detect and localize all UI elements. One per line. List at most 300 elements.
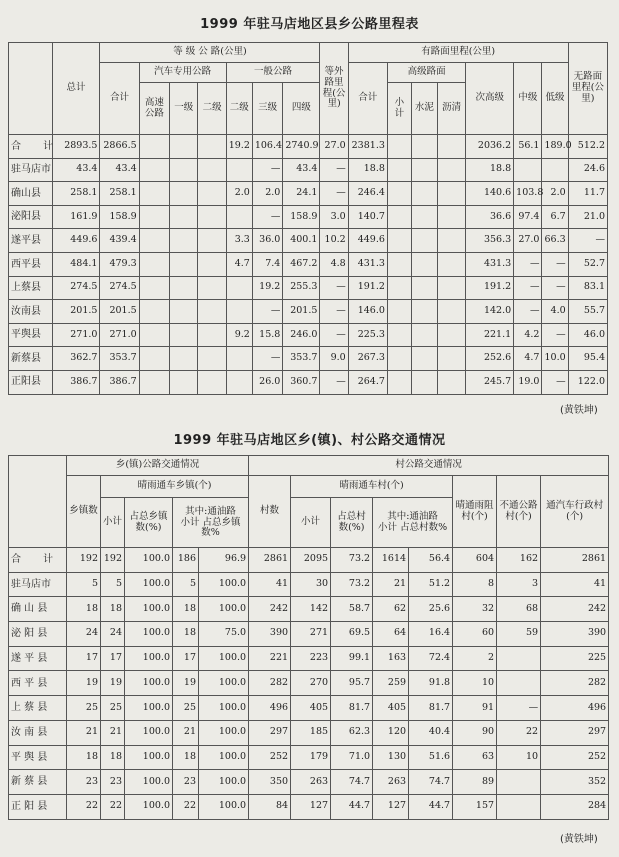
table-cell: 274.5 [52, 276, 100, 300]
row-label: 正阳县 [9, 370, 53, 394]
table-cell: 2866.5 [100, 135, 139, 159]
mid-header: 中级 [514, 63, 542, 135]
paved-header: 有路面里程(公里) [348, 43, 568, 63]
table-cell: 23 [101, 770, 125, 795]
auto-only-header: 汽车专用公路 [139, 63, 226, 83]
table-cell: 21 [67, 720, 101, 745]
table-cell: 18.8 [348, 158, 387, 182]
table-cell: 68 [497, 597, 541, 622]
table-cell [139, 205, 169, 229]
table-cell: 26.0 [252, 370, 282, 394]
table-cell: 74.7 [331, 770, 373, 795]
table-cell [411, 323, 437, 347]
table-cell: 44.7 [331, 794, 373, 819]
table-cell: 252 [249, 745, 291, 770]
table-cell [170, 182, 198, 206]
town-fair-header: 晴雨通车乡镇(个) [101, 476, 249, 498]
table-cell: 246.4 [348, 182, 387, 206]
table-cell: 95.7 [331, 671, 373, 696]
high-subtotal-header: 小计 [387, 83, 411, 135]
table-cell: 5 [173, 572, 199, 597]
table-cell: 40.4 [409, 720, 453, 745]
table-cell: — [252, 300, 282, 324]
table-cell [170, 347, 198, 371]
table2-header [9, 456, 609, 548]
table-cell [226, 276, 252, 300]
table-cell: 25 [173, 696, 199, 721]
table-cell [139, 300, 169, 324]
table-row [9, 646, 609, 671]
table-cell: 191.2 [466, 276, 514, 300]
table-cell [514, 158, 542, 182]
table-cell [170, 323, 198, 347]
table-cell [139, 135, 169, 159]
table-cell: 43.4 [100, 158, 139, 182]
table-cell [170, 205, 198, 229]
table-cell: 127 [291, 794, 331, 819]
row-label: 泌阳县 [9, 205, 53, 229]
table-cell [387, 229, 411, 253]
table-cell: 100.0 [199, 696, 249, 721]
graded-header: 等 级 公 路(公里) [100, 43, 320, 63]
table-cell [437, 323, 465, 347]
table-cell [139, 323, 169, 347]
table-cell: 95.4 [568, 347, 607, 371]
table-cell: 252.6 [466, 347, 514, 371]
table-cell: 271 [291, 622, 331, 647]
table-cell: 192 [67, 548, 101, 573]
table-cell: 19 [101, 671, 125, 696]
table-cell: 24.6 [568, 158, 607, 182]
table-cell: 297 [249, 720, 291, 745]
table-cell: 17 [101, 646, 125, 671]
table-cell: 3.0 [320, 205, 348, 229]
table-row [9, 696, 609, 721]
outside-header: 等外路里程(公里) [320, 43, 348, 135]
table-cell: 19.2 [252, 276, 282, 300]
highway-header: 高速公路 [139, 83, 169, 135]
table-cell: 386.7 [100, 370, 139, 394]
table-cell: 18 [173, 597, 199, 622]
table-cell: — [497, 696, 541, 721]
table-row [9, 548, 609, 573]
row-label: 合 计 [9, 135, 53, 159]
table-cell: 390 [249, 622, 291, 647]
table-cell [198, 276, 226, 300]
table-cell: 89 [453, 770, 497, 795]
table-cell: 100.0 [199, 671, 249, 696]
table-cell: — [542, 370, 568, 394]
table-cell: 8 [453, 572, 497, 597]
table1-body [9, 135, 608, 395]
table-cell: 44.7 [409, 794, 453, 819]
table-cell: 201.5 [283, 300, 320, 324]
table-cell: 353.7 [100, 347, 139, 371]
table-cell: 56.1 [514, 135, 542, 159]
table-cell: 18 [101, 597, 125, 622]
table-cell: 64 [373, 622, 409, 647]
table-cell: 100.0 [199, 597, 249, 622]
table-cell: 24 [101, 622, 125, 647]
table-cell: 100.0 [125, 597, 173, 622]
table-cell [542, 158, 568, 182]
table-cell: 96.9 [199, 548, 249, 573]
table-row [9, 622, 609, 647]
table-cell: 146.0 [348, 300, 387, 324]
table-cell [139, 252, 169, 276]
table-cell: 282 [541, 671, 609, 696]
table-cell: 100.0 [125, 622, 173, 647]
table-cell [170, 300, 198, 324]
table-cell: 263 [373, 770, 409, 795]
table-cell: 362.7 [52, 347, 100, 371]
table-cell: 27.0 [320, 135, 348, 159]
table-cell [411, 229, 437, 253]
table-cell: 158.9 [283, 205, 320, 229]
table-cell: 81.7 [409, 696, 453, 721]
table-cell: 252 [541, 745, 609, 770]
table-cell: — [252, 158, 282, 182]
table-cell: 100.0 [199, 794, 249, 819]
town-oil-subtotal: 小计 [180, 516, 200, 528]
table-cell [170, 135, 198, 159]
table-cell: 353.7 [283, 347, 320, 371]
table-cell [411, 205, 437, 229]
table-cell [411, 135, 437, 159]
table-cell: 356.3 [466, 229, 514, 253]
table-cell: 130 [373, 745, 409, 770]
table-cell: 496 [249, 696, 291, 721]
table-cell: 56.4 [409, 548, 453, 573]
table-cell: 24.1 [283, 182, 320, 206]
table-cell: 18 [67, 597, 101, 622]
table-cell: 17 [67, 646, 101, 671]
table-cell: 25 [67, 696, 101, 721]
table-row [9, 720, 609, 745]
table-cell: 267.3 [348, 347, 387, 371]
table-cell [497, 646, 541, 671]
table-cell: 25 [101, 696, 125, 721]
table-cell [437, 370, 465, 394]
table-cell: 400.1 [283, 229, 320, 253]
table-cell: 72.4 [409, 646, 453, 671]
table-cell: 30 [291, 572, 331, 597]
table-cell [497, 794, 541, 819]
table-cell [226, 370, 252, 394]
table-cell [437, 300, 465, 324]
table-cell: 120 [373, 720, 409, 745]
row-label: 西 平 县 [9, 671, 67, 696]
village-subtotal-header: 小计 [291, 498, 331, 548]
table-cell: 142.0 [466, 300, 514, 324]
row-label: 泌 阳 县 [9, 622, 67, 647]
table-cell: 100.0 [125, 696, 173, 721]
table-cell [226, 205, 252, 229]
table-cell: — [252, 205, 282, 229]
table-cell: — [542, 323, 568, 347]
table-cell: 2740.9 [283, 135, 320, 159]
table-cell: 158.9 [100, 205, 139, 229]
table-cell: 25.6 [409, 597, 453, 622]
table-cell [497, 671, 541, 696]
table-row [9, 182, 608, 206]
high-grade-header: 高级路面 [387, 63, 465, 83]
table-cell: 270 [291, 671, 331, 696]
table-cell [437, 252, 465, 276]
table-cell: 100.0 [125, 548, 173, 573]
table-cell [387, 182, 411, 206]
row-label: 平 舆 县 [9, 745, 67, 770]
table-cell: 11.7 [568, 182, 607, 206]
table-row [9, 229, 608, 253]
row-label: 新蔡县 [9, 347, 53, 371]
table-cell: 99.1 [331, 646, 373, 671]
table-cell: 36.0 [252, 229, 282, 253]
table-cell: 36.6 [466, 205, 514, 229]
table-cell: 51.6 [409, 745, 453, 770]
table-cell: — [514, 276, 542, 300]
class2-header: 二级 [198, 83, 226, 135]
table-cell: 9.0 [320, 347, 348, 371]
table-cell: 9.2 [226, 323, 252, 347]
table-cell: 2 [453, 646, 497, 671]
table-cell: 2095 [291, 548, 331, 573]
table-cell: 15.8 [252, 323, 282, 347]
table-cell [387, 205, 411, 229]
table-cell: 386.7 [52, 370, 100, 394]
table-cell: 161.9 [52, 205, 100, 229]
table-row [9, 370, 608, 394]
table-cell: 255.3 [283, 276, 320, 300]
table-cell: 100.0 [125, 646, 173, 671]
row-label: 平舆县 [9, 323, 53, 347]
table-cell [170, 252, 198, 276]
village-oil-header [373, 498, 453, 548]
table-cell [139, 276, 169, 300]
table-cell: 2.0 [226, 182, 252, 206]
table-cell: 2036.2 [466, 135, 514, 159]
table-cell: 201.5 [100, 300, 139, 324]
table-row [9, 323, 608, 347]
table-cell [497, 770, 541, 795]
row-label: 驻马店市 [9, 158, 53, 182]
row-label: 汝南县 [9, 300, 53, 324]
table-cell: 360.7 [283, 370, 320, 394]
town-oil-header [173, 498, 249, 548]
table-cell: 10 [497, 745, 541, 770]
table-cell [387, 370, 411, 394]
table-row [9, 347, 608, 371]
table-cell: 350 [249, 770, 291, 795]
table-cell: 2381.3 [348, 135, 387, 159]
table-cell: 74.7 [409, 770, 453, 795]
table-row [9, 770, 609, 795]
table-cell: 69.5 [331, 622, 373, 647]
table-cell: 19.2 [226, 135, 252, 159]
table-cell: 21.0 [568, 205, 607, 229]
table-cell: 3 [497, 572, 541, 597]
table-cell: 17 [173, 646, 199, 671]
total-header: 总计 [52, 43, 100, 135]
town-count-header: 乡镇数 [67, 476, 101, 548]
no-road-header: 不通公路村(个) [497, 476, 541, 548]
subtotal-header: 合计 [100, 63, 139, 135]
table-cell: 263 [291, 770, 331, 795]
table-cell: 43.4 [52, 158, 100, 182]
sub-high-header: 次高级 [466, 63, 514, 135]
table-cell [198, 347, 226, 371]
table-row [9, 572, 609, 597]
table-cell: 100.0 [199, 770, 249, 795]
table-cell: 449.6 [52, 229, 100, 253]
table-cell [437, 135, 465, 159]
asphalt-header: 沥清 [437, 83, 465, 135]
table-cell [198, 252, 226, 276]
table-cell: 282 [249, 671, 291, 696]
table-cell [139, 182, 169, 206]
table-cell [226, 347, 252, 371]
table-cell: 2861 [249, 548, 291, 573]
village-oil-title: 其中:通油路 [387, 511, 438, 523]
table-cell: 352 [541, 770, 609, 795]
table-cell [170, 158, 198, 182]
table-cell [198, 135, 226, 159]
table-cell: 90 [453, 720, 497, 745]
table-cell: 60 [453, 622, 497, 647]
table-cell [437, 158, 465, 182]
table-cell: 242 [541, 597, 609, 622]
table-cell: 140.7 [348, 205, 387, 229]
table-cell [411, 300, 437, 324]
table-cell: 63 [453, 745, 497, 770]
general-class3-header: 三级 [252, 83, 282, 135]
table-cell [198, 158, 226, 182]
table-cell [437, 229, 465, 253]
table-cell: 19 [173, 671, 199, 696]
table-cell: 512.2 [568, 135, 607, 159]
table-cell: 41 [541, 572, 609, 597]
table-cell: 186 [173, 548, 199, 573]
table-cell: — [320, 276, 348, 300]
table-cell: 192 [101, 548, 125, 573]
table-cell: 62 [373, 597, 409, 622]
town-pct-header: 占总乡镇数(%) [125, 498, 173, 548]
table-cell: 122.0 [568, 370, 607, 394]
table-cell: 100.0 [125, 572, 173, 597]
table-cell [170, 276, 198, 300]
table-cell: 223 [291, 646, 331, 671]
table-cell: 2893.5 [52, 135, 100, 159]
table-cell: 22 [67, 794, 101, 819]
village-count-header: 村数 [249, 476, 291, 548]
table-cell: — [320, 182, 348, 206]
table-cell: 225.3 [348, 323, 387, 347]
table-cell: 18 [173, 622, 199, 647]
row-label: 合 计 [9, 548, 67, 573]
table-cell: 46.0 [568, 323, 607, 347]
table-cell: 271.0 [100, 323, 139, 347]
table-row [9, 205, 608, 229]
table-cell: 284 [541, 794, 609, 819]
table-row [9, 745, 609, 770]
table-cell: 100.0 [125, 794, 173, 819]
table-cell [387, 323, 411, 347]
table-cell: — [514, 252, 542, 276]
table1-credit: (黄铁坤) [560, 405, 598, 416]
table-cell: 163 [373, 646, 409, 671]
village-oil-pct: 占总村数% [400, 521, 448, 533]
table-cell: 2.0 [542, 182, 568, 206]
town-header: 乡(镇)公路交通情况 [67, 456, 249, 476]
table-cell: 496 [541, 696, 609, 721]
table-cell: 4.7 [226, 252, 252, 276]
table-cell: 271.0 [52, 323, 100, 347]
table-cell [226, 300, 252, 324]
table-cell: — [320, 323, 348, 347]
table-cell: 297 [541, 720, 609, 745]
table-cell [411, 158, 437, 182]
table-cell: — [568, 229, 607, 253]
table-cell: 97.4 [514, 205, 542, 229]
table2-credit: (黄铁坤) [560, 834, 598, 845]
table-cell: 449.6 [348, 229, 387, 253]
table-cell: 4.2 [514, 323, 542, 347]
table-cell: 185 [291, 720, 331, 745]
table-cell: 103.8 [514, 182, 542, 206]
table-cell: 18.8 [466, 158, 514, 182]
table-cell: 390 [541, 622, 609, 647]
table-cell [139, 229, 169, 253]
table-cell [139, 370, 169, 394]
table-cell: 10.0 [542, 347, 568, 371]
table-cell: 66.3 [542, 229, 568, 253]
table-cell [411, 182, 437, 206]
table-cell [411, 276, 437, 300]
table-row [9, 671, 609, 696]
table2-title: 1999 年驻马店地区乡(镇)、村公路交通情况 [173, 433, 446, 448]
table-cell [411, 347, 437, 371]
table-cell: 405 [373, 696, 409, 721]
table-cell [198, 323, 226, 347]
table-cell: 75.0 [199, 622, 249, 647]
table-cell: — [320, 300, 348, 324]
low-header: 低级 [542, 63, 568, 135]
table-cell [198, 205, 226, 229]
table-cell: 100.0 [199, 745, 249, 770]
table1-header [9, 43, 608, 135]
table-cell: 245.7 [466, 370, 514, 394]
general-class2-header: 二级 [226, 83, 252, 135]
table-cell: 100.0 [125, 745, 173, 770]
table-cell: 23 [173, 770, 199, 795]
table-row [9, 597, 609, 622]
table-cell: 22 [173, 794, 199, 819]
table-cell: 58.7 [331, 597, 373, 622]
table2-body [9, 548, 609, 820]
table-cell: 6.7 [542, 205, 568, 229]
row-label: 西平县 [9, 252, 53, 276]
row-label: 遂 平 县 [9, 646, 67, 671]
table-cell: 431.3 [348, 252, 387, 276]
table-cell: 73.2 [331, 572, 373, 597]
table-cell: 21 [373, 572, 409, 597]
bus-header: 通汽车行政村(个) [541, 476, 609, 548]
table-cell: 55.7 [568, 300, 607, 324]
table-cell [198, 300, 226, 324]
table-cell: 604 [453, 548, 497, 573]
table-cell: 127 [373, 794, 409, 819]
table-cell: 43.4 [283, 158, 320, 182]
